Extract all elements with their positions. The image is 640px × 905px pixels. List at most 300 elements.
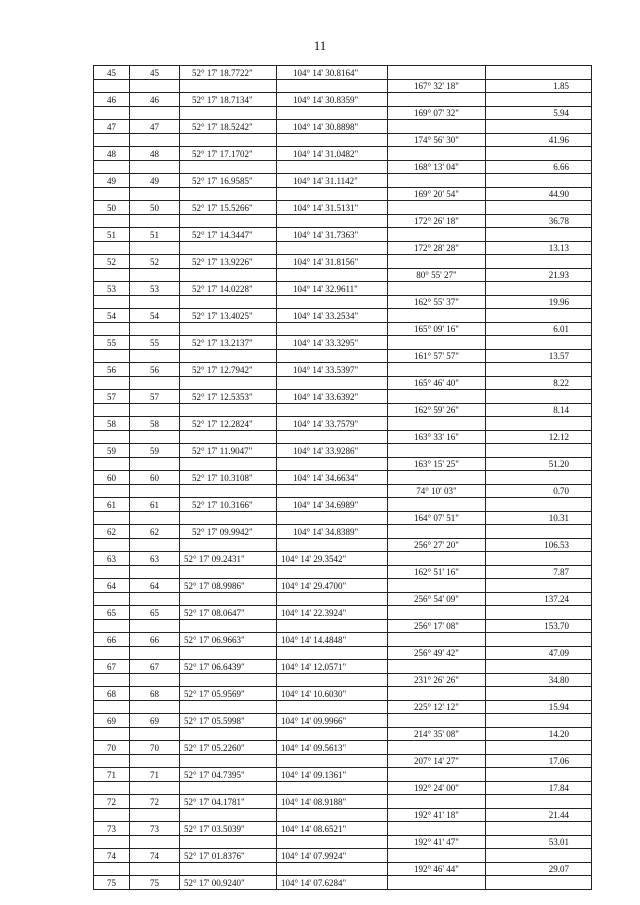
latitude-cell — [180, 714, 277, 728]
row-number-empty-cell — [94, 512, 130, 525]
point-id-empty-cell — [130, 107, 180, 120]
bearing-cell-text: 256° 27' 20" — [414, 540, 459, 550]
point-id-empty-cell — [130, 701, 180, 714]
distance-cell-text: 21.93 — [548, 270, 569, 280]
distance-empty-cell — [486, 579, 592, 593]
bearing-cell — [388, 215, 486, 228]
distance-cell-text: 15.94 — [548, 702, 569, 712]
latitude-cell-text: 52° 17' 14.3447" — [192, 229, 253, 240]
table-row — [94, 539, 592, 552]
distance-cell-text: 12.12 — [548, 432, 569, 442]
latitude-cell-text: 52° 17' 13.4025" — [192, 310, 253, 321]
bearing-empty-cell — [388, 768, 486, 782]
longitude-cell — [277, 606, 388, 620]
latitude-cell-text: 52° 17' 11.9047" — [192, 445, 253, 456]
distance-cell — [486, 215, 592, 228]
bearing-cell-text: 168° 13' 04" — [414, 162, 459, 172]
row-number-text: 64 — [107, 580, 116, 591]
longitude-empty-cell — [277, 134, 388, 147]
distance-empty-cell — [486, 714, 592, 728]
row-number-text: 70 — [107, 742, 116, 753]
point-id-empty-cell — [130, 134, 180, 147]
bearing-empty-cell — [388, 417, 486, 431]
latitude-empty-cell — [180, 836, 277, 849]
table-row — [94, 593, 592, 606]
row-number-empty-cell — [94, 485, 130, 498]
longitude-cell-text: 104° 14' 32.9611" — [293, 283, 358, 294]
table-row — [94, 660, 592, 674]
bearing-cell-text: 192° 46' 44" — [414, 864, 459, 874]
point-id — [130, 444, 180, 458]
bearing-cell-text: 231° 26' 26" — [414, 675, 459, 685]
latitude-cell-text: 52° 17' 06.9663" — [184, 634, 245, 645]
row-number-text: 56 — [107, 364, 116, 375]
latitude-empty-cell — [180, 134, 277, 147]
table-row — [94, 255, 592, 269]
distance-cell — [486, 647, 592, 660]
table-row — [94, 161, 592, 174]
distance-empty-cell — [486, 606, 592, 620]
distance-empty-cell — [486, 93, 592, 107]
row-number-empty-cell — [94, 863, 130, 876]
point-id-empty-cell — [130, 323, 180, 336]
longitude-cell — [277, 876, 388, 890]
bearing-cell-text: 225° 12' 12" — [414, 702, 459, 712]
latitude-cell — [180, 93, 277, 107]
coordinates-table-body — [94, 66, 592, 890]
row-number — [94, 282, 130, 296]
distance-empty-cell — [486, 795, 592, 809]
row-number-text: 50 — [107, 202, 116, 213]
distance-cell — [486, 593, 592, 606]
point-id — [130, 714, 180, 728]
latitude-cell-text: 52° 17' 13.2137" — [192, 337, 253, 348]
longitude-cell-text: 104° 14' 10.6030" — [281, 688, 347, 699]
bearing-cell-text: 207° 14' 27" — [414, 756, 459, 766]
table-row — [94, 282, 592, 296]
latitude-cell — [180, 741, 277, 755]
point-id-empty-cell — [130, 377, 180, 390]
distance-cell — [486, 863, 592, 876]
latitude-cell-text: 52° 17' 09.9942" — [192, 526, 253, 537]
latitude-cell-text: 52° 17' 16.9585" — [192, 175, 253, 186]
latitude-cell — [180, 309, 277, 323]
distance-cell — [486, 836, 592, 849]
table-row — [94, 795, 592, 809]
distance-cell — [486, 350, 592, 363]
row-number-empty-cell — [94, 755, 130, 768]
longitude-empty-cell — [277, 728, 388, 741]
latitude-cell — [180, 66, 277, 80]
latitude-cell-text: 52° 17' 18.7722" — [192, 67, 253, 78]
distance-cell-text: 47.09 — [548, 648, 569, 658]
longitude-empty-cell — [277, 215, 388, 228]
table-row — [94, 215, 592, 228]
bearing-cell-text: 172° 28' 28" — [414, 243, 459, 253]
bearing-empty-cell — [388, 255, 486, 269]
point-id-empty-cell — [130, 242, 180, 255]
point-id-empty-cell — [130, 296, 180, 309]
table-row — [94, 80, 592, 93]
distance-cell-text: 6.66 — [553, 162, 569, 172]
latitude-cell — [180, 876, 277, 890]
distance-empty-cell — [486, 633, 592, 647]
bearing-empty-cell — [388, 849, 486, 863]
distance-cell — [486, 782, 592, 795]
table-row — [94, 728, 592, 741]
distance-empty-cell — [486, 228, 592, 242]
distance-empty-cell — [486, 390, 592, 404]
distance-cell — [486, 674, 592, 687]
row-number — [94, 120, 130, 134]
bearing-cell-text: 164° 07' 51" — [414, 513, 459, 523]
row-number-text: 53 — [107, 283, 116, 294]
bearing-cell-text: 172° 26' 18" — [414, 216, 459, 226]
latitude-cell-text: 52° 17' 10.3166" — [192, 499, 253, 510]
latitude-cell — [180, 120, 277, 134]
bearing-cell — [388, 188, 486, 201]
latitude-cell-text: 52° 17' 15.5266" — [192, 202, 253, 213]
longitude-empty-cell — [277, 539, 388, 552]
table-row — [94, 755, 592, 768]
row-number — [94, 147, 130, 161]
row-number — [94, 309, 130, 323]
latitude-cell-text: 52° 17' 17.1702" — [192, 148, 253, 159]
bearing-empty-cell — [388, 282, 486, 296]
latitude-empty-cell — [180, 566, 277, 579]
point-id-empty-cell — [130, 458, 180, 471]
row-number — [94, 444, 130, 458]
point-id-empty-cell — [130, 404, 180, 417]
bearing-empty-cell — [388, 633, 486, 647]
longitude-empty-cell — [277, 107, 388, 120]
table-row — [94, 782, 592, 795]
point-id — [130, 498, 180, 512]
distance-cell-text: 41.96 — [548, 135, 569, 145]
point-id-text: 47 — [150, 121, 159, 132]
row-number-text: 46 — [107, 94, 116, 105]
table-row — [94, 647, 592, 660]
point-id — [130, 336, 180, 350]
latitude-empty-cell — [180, 593, 277, 606]
latitude-cell-text: 52° 17' 12.2824" — [192, 418, 253, 429]
row-number-text: 54 — [107, 310, 116, 321]
point-id — [130, 147, 180, 161]
latitude-cell-text: 52° 17' 05.5998" — [184, 715, 245, 726]
longitude-empty-cell — [277, 80, 388, 93]
longitude-cell — [277, 471, 388, 485]
longitude-cell — [277, 498, 388, 512]
table-row — [94, 242, 592, 255]
longitude-empty-cell — [277, 512, 388, 525]
latitude-empty-cell — [180, 296, 277, 309]
point-id — [130, 660, 180, 674]
table-row — [94, 350, 592, 363]
bearing-cell — [388, 323, 486, 336]
longitude-cell-text: 104° 14' 08.6521" — [281, 823, 347, 834]
distance-cell — [486, 242, 592, 255]
latitude-cell — [180, 660, 277, 674]
longitude-empty-cell — [277, 782, 388, 795]
longitude-cell-text: 104° 14' 33.3295" — [293, 337, 359, 348]
point-id — [130, 795, 180, 809]
distance-empty-cell — [486, 822, 592, 836]
bearing-empty-cell — [388, 795, 486, 809]
distance-cell-text: 51.20 — [548, 459, 569, 469]
row-number-text: 65 — [107, 607, 116, 618]
latitude-cell-text: 52° 17' 18.5242" — [192, 121, 253, 132]
point-id-text: 48 — [150, 148, 159, 159]
longitude-cell — [277, 228, 388, 242]
bearing-empty-cell — [388, 66, 486, 80]
latitude-cell — [180, 390, 277, 404]
row-number-text: 60 — [107, 472, 116, 483]
latitude-empty-cell — [180, 458, 277, 471]
table-row — [94, 552, 592, 566]
point-id-empty-cell — [130, 674, 180, 687]
distance-cell-text: 106.53 — [544, 540, 569, 550]
bearing-cell — [388, 134, 486, 147]
longitude-cell-text: 104° 14' 12.0571" — [281, 661, 347, 672]
bearing-cell — [388, 404, 486, 417]
bearing-empty-cell — [388, 606, 486, 620]
longitude-cell — [277, 579, 388, 593]
row-number-text: 66 — [107, 634, 116, 645]
longitude-cell — [277, 822, 388, 836]
latitude-cell-text: 52° 17' 18.7134" — [192, 94, 253, 105]
row-number-empty-cell — [94, 134, 130, 147]
distance-empty-cell — [486, 768, 592, 782]
longitude-empty-cell — [277, 242, 388, 255]
point-id-empty-cell — [130, 350, 180, 363]
row-number-text: 75 — [107, 877, 116, 888]
longitude-cell-text: 104° 14' 33.2534" — [293, 310, 359, 321]
latitude-empty-cell — [180, 512, 277, 525]
row-number — [94, 417, 130, 431]
longitude-cell-text: 104° 14' 07.9924" — [281, 850, 347, 861]
table-row — [94, 404, 592, 417]
longitude-empty-cell — [277, 593, 388, 606]
latitude-cell — [180, 849, 277, 863]
row-number — [94, 471, 130, 485]
bearing-cell — [388, 431, 486, 444]
latitude-cell — [180, 579, 277, 593]
row-number-text: 68 — [107, 688, 116, 699]
distance-empty-cell — [486, 444, 592, 458]
point-id-empty-cell — [130, 620, 180, 633]
latitude-cell-text: 52° 17' 08.0647" — [184, 607, 245, 618]
latitude-empty-cell — [180, 377, 277, 390]
row-number-text: 51 — [107, 229, 116, 240]
latitude-empty-cell — [180, 188, 277, 201]
distance-empty-cell — [486, 255, 592, 269]
bearing-cell — [388, 701, 486, 714]
latitude-cell-text: 52° 17' 13.9226" — [192, 256, 253, 267]
latitude-empty-cell — [180, 701, 277, 714]
bearing-empty-cell — [388, 525, 486, 539]
row-number-text: 63 — [107, 553, 116, 564]
bearing-cell — [388, 242, 486, 255]
bearing-cell — [388, 107, 486, 120]
longitude-cell-text: 104° 14' 34.6989" — [293, 499, 359, 510]
bearing-cell-text: 163° 15' 25" — [414, 459, 459, 469]
point-id-empty-cell — [130, 566, 180, 579]
longitude-cell — [277, 120, 388, 134]
row-number-text: 62 — [107, 526, 116, 537]
bearing-empty-cell — [388, 687, 486, 701]
distance-cell-text: 10.31 — [548, 513, 569, 523]
table-row — [94, 147, 592, 161]
bearing-cell-text: 163° 33' 16" — [414, 432, 459, 442]
distance-cell-text: 0.70 — [553, 486, 569, 496]
distance-empty-cell — [486, 849, 592, 863]
row-number-empty-cell — [94, 107, 130, 120]
distance-empty-cell — [486, 876, 592, 890]
point-id-empty-cell — [130, 269, 180, 282]
row-number — [94, 687, 130, 701]
table-row — [94, 714, 592, 728]
longitude-cell-text: 104° 14' 07.6284" — [281, 877, 347, 888]
point-id — [130, 876, 180, 890]
table-row — [94, 296, 592, 309]
point-id — [130, 66, 180, 80]
point-id-text: 62 — [150, 526, 159, 537]
longitude-cell — [277, 66, 388, 80]
longitude-cell-text: 104° 14' 34.8389" — [293, 526, 359, 537]
latitude-cell — [180, 174, 277, 188]
distance-cell-text: 8.14 — [553, 405, 569, 415]
distance-cell-text: 34.80 — [548, 675, 569, 685]
distance-cell — [486, 188, 592, 201]
row-number-empty-cell — [94, 296, 130, 309]
distance-empty-cell — [486, 687, 592, 701]
bearing-cell — [388, 269, 486, 282]
longitude-cell-text: 104° 14' 31.5131" — [293, 202, 359, 213]
table-row — [94, 323, 592, 336]
table-row — [94, 687, 592, 701]
distance-cell-text: 5.94 — [553, 108, 569, 118]
point-id-text: 45 — [150, 67, 159, 78]
longitude-cell-text: 104° 14' 09.5613" — [281, 742, 347, 753]
table-row — [94, 134, 592, 147]
table-row — [94, 471, 592, 485]
table-row — [94, 863, 592, 876]
longitude-empty-cell — [277, 404, 388, 417]
row-number — [94, 174, 130, 188]
distance-cell-text: 29.07 — [548, 864, 569, 874]
point-id-empty-cell — [130, 215, 180, 228]
table-row — [94, 606, 592, 620]
table-row — [94, 417, 592, 431]
bearing-empty-cell — [388, 336, 486, 350]
bearing-cell — [388, 485, 486, 498]
bearing-cell — [388, 782, 486, 795]
point-id-empty-cell — [130, 836, 180, 849]
distance-cell-text: 14.20 — [548, 729, 569, 739]
longitude-cell — [277, 417, 388, 431]
row-number-empty-cell — [94, 728, 130, 741]
latitude-empty-cell — [180, 404, 277, 417]
bearing-cell-text: 192° 24' 00" — [414, 783, 459, 793]
longitude-cell — [277, 147, 388, 161]
bearing-cell — [388, 539, 486, 552]
row-number — [94, 552, 130, 566]
distance-empty-cell — [486, 741, 592, 755]
distance-cell — [486, 620, 592, 633]
distance-cell — [486, 728, 592, 741]
distance-cell — [486, 458, 592, 471]
row-number — [94, 93, 130, 107]
row-number-empty-cell — [94, 782, 130, 795]
distance-cell — [486, 485, 592, 498]
latitude-empty-cell — [180, 269, 277, 282]
bearing-cell-text: 169° 20' 54" — [414, 189, 459, 199]
point-id-text: 71 — [150, 769, 159, 780]
latitude-cell — [180, 282, 277, 296]
latitude-cell — [180, 822, 277, 836]
row-number — [94, 822, 130, 836]
distance-cell-text: 17.06 — [548, 756, 569, 766]
distance-cell-text: 153.70 — [544, 621, 569, 631]
row-number — [94, 633, 130, 647]
latitude-cell — [180, 255, 277, 269]
table-row — [94, 444, 592, 458]
bearing-empty-cell — [388, 714, 486, 728]
latitude-empty-cell — [180, 782, 277, 795]
table-row — [94, 174, 592, 188]
table-row — [94, 188, 592, 201]
longitude-cell-text: 104° 14' 33.9286" — [293, 445, 359, 456]
row-number-text: 67 — [107, 661, 116, 672]
distance-cell-text: 44.90 — [548, 189, 569, 199]
longitude-cell — [277, 336, 388, 350]
point-id-empty-cell — [130, 647, 180, 660]
distance-cell — [486, 134, 592, 147]
row-number-text: 69 — [107, 715, 116, 726]
longitude-cell — [277, 687, 388, 701]
table-row — [94, 498, 592, 512]
table-row — [94, 525, 592, 539]
bearing-cell — [388, 674, 486, 687]
bearing-empty-cell — [388, 174, 486, 188]
point-id-text: 54 — [150, 310, 159, 321]
latitude-cell-text: 52° 17' 09.2431" — [184, 553, 245, 564]
row-number — [94, 660, 130, 674]
row-number — [94, 336, 130, 350]
point-id-text: 72 — [150, 796, 159, 807]
latitude-cell-text: 52° 17' 04.1781" — [184, 796, 245, 807]
distance-cell — [486, 377, 592, 390]
row-number-text: 48 — [107, 148, 116, 159]
table-row — [94, 741, 592, 755]
point-id-text: 49 — [150, 175, 159, 186]
point-id-text: 67 — [150, 661, 159, 672]
bearing-cell — [388, 377, 486, 390]
distance-cell — [486, 566, 592, 579]
row-number — [94, 768, 130, 782]
distance-cell-text: 8.22 — [553, 378, 569, 388]
latitude-empty-cell — [180, 863, 277, 876]
longitude-cell — [277, 201, 388, 215]
latitude-cell — [180, 606, 277, 620]
row-number-empty-cell — [94, 593, 130, 606]
table-row — [94, 701, 592, 714]
longitude-cell — [277, 795, 388, 809]
row-number-empty-cell — [94, 323, 130, 336]
longitude-cell-text: 104° 14' 33.6392" — [293, 391, 359, 402]
latitude-empty-cell — [180, 80, 277, 93]
longitude-empty-cell — [277, 323, 388, 336]
